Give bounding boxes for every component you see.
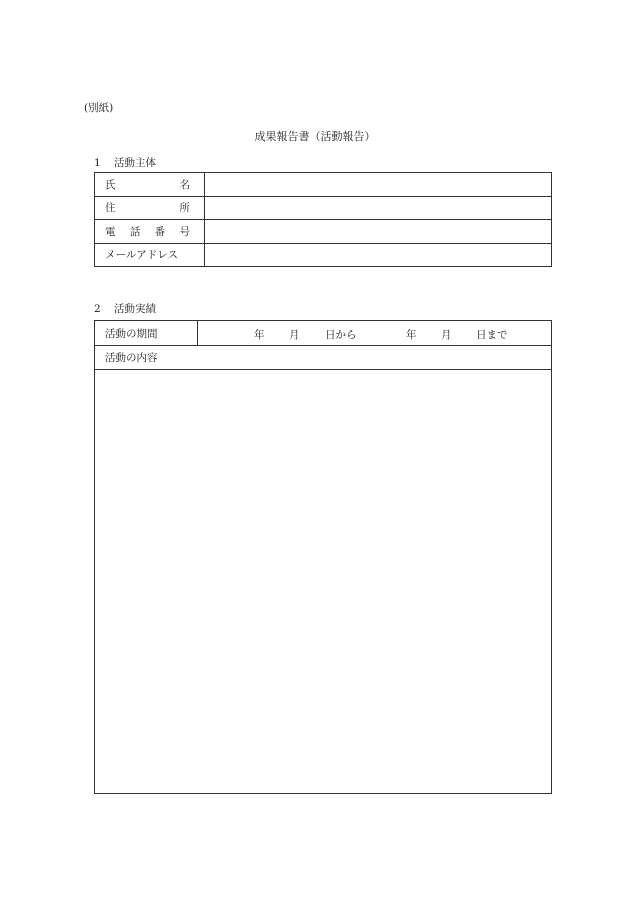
- page-title: 成果報告書（活動報告）: [254, 130, 376, 143]
- name-label-char: 氏: [105, 178, 116, 191]
- address-label: [95, 196, 205, 220]
- end-month-unit: 月: [441, 329, 452, 341]
- section1-heading: [94, 155, 156, 170]
- phone-label-char: 号: [179, 225, 190, 238]
- name-label: [95, 173, 205, 197]
- start-year-unit: 年: [254, 329, 265, 341]
- phone-field[interactable]: [205, 220, 552, 244]
- phone-label-char: 番: [154, 225, 166, 238]
- period-label: 活動の期間: [95, 321, 198, 346]
- attachment-note: (別紙): [84, 102, 114, 114]
- start-month-unit: 月: [289, 329, 300, 341]
- section2-number: 2: [94, 303, 101, 315]
- name-label-char: 名: [179, 178, 190, 191]
- table-row-phone: [95, 220, 552, 244]
- content-field[interactable]: [95, 370, 552, 794]
- start-day-unit: 日から: [325, 329, 357, 341]
- phone-label-char: 電: [105, 225, 116, 238]
- name-field[interactable]: [205, 173, 552, 197]
- section1-title: 活動主体: [114, 157, 156, 169]
- email-label-text: メールアドレス: [105, 249, 178, 262]
- email-label: [95, 243, 205, 267]
- table-row-address: [95, 196, 552, 220]
- table-row-content-label: [95, 346, 552, 370]
- email-field[interactable]: [205, 243, 552, 267]
- address-label-char: 所: [179, 202, 190, 215]
- end-year-unit: 年: [406, 329, 417, 341]
- address-field[interactable]: [205, 196, 552, 220]
- section2-heading: [94, 301, 156, 316]
- address-label-char: 住: [105, 202, 116, 215]
- section2-title: 活動実績: [114, 303, 156, 315]
- table-row-email: [95, 243, 552, 267]
- end-day-unit: 日まで: [476, 329, 508, 341]
- period-field[interactable]: [198, 321, 552, 346]
- table-row-period: [95, 321, 552, 346]
- activity-table: [94, 320, 552, 794]
- section1-number: 1: [94, 157, 101, 169]
- phone-label-char: 話: [129, 225, 141, 238]
- entity-table: [94, 172, 552, 267]
- content-label: 活動の内容: [95, 346, 552, 370]
- phone-label: [95, 220, 205, 244]
- table-row-content: [95, 370, 552, 794]
- table-row-name: [95, 173, 552, 197]
